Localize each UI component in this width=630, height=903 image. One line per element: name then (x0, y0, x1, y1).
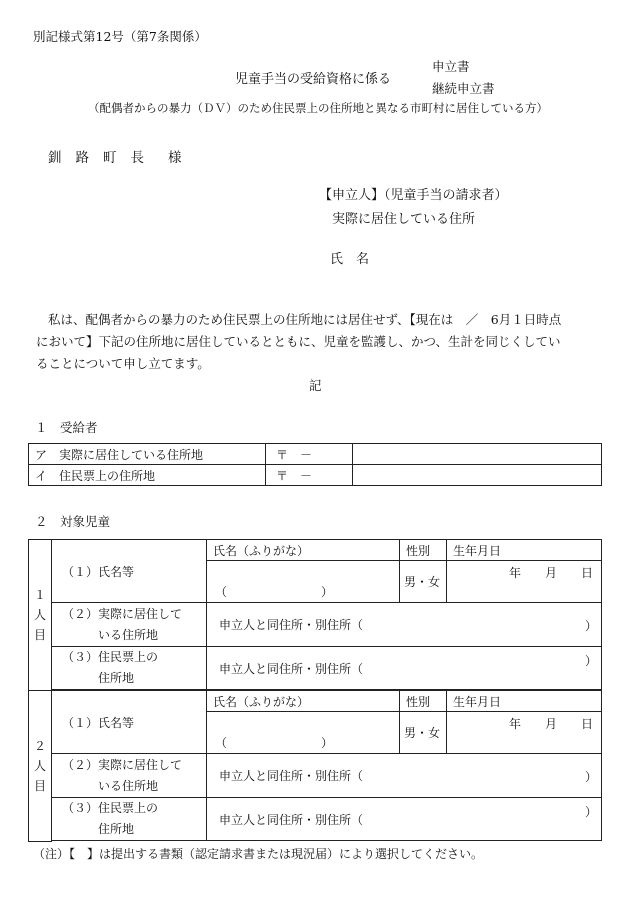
recipient-registered-postal[interactable]: 〒 － (266, 465, 353, 486)
table-row (29, 691, 602, 712)
table-row (29, 841, 602, 842)
recipient-actual-address-field[interactable] (353, 444, 602, 465)
addressee-honorific: 様 (168, 150, 182, 166)
table-row (29, 603, 602, 647)
child2-ordinal: ２ 人 目 (29, 691, 52, 842)
table-row (29, 798, 602, 841)
title-subtitle: （配偶者からの暴力（ＤＶ）のため住民票上の住所地と異なる市町村に居住している方） (88, 101, 548, 115)
table-row (29, 465, 602, 486)
children-table (28, 539, 602, 842)
recipient-actual-address-label: ア 実際に居住している住所地 (29, 444, 266, 465)
child1-name-label: （１）氏名等 (52, 540, 207, 603)
table-row (29, 540, 602, 561)
recipient-table (28, 443, 602, 486)
child2-registered-address-field[interactable]: 申立人と同住所・別住所（ ） (207, 798, 602, 841)
recipient-registered-address-field[interactable] (353, 465, 602, 486)
child1-registered-address-field[interactable]: 申立人と同住所・別住所（ ） (207, 647, 602, 690)
form-id: 別記様式第12号（第7条関係） (33, 29, 207, 44)
child2-gender-header: 性別 (400, 691, 447, 712)
child2-registered-address-label: （３）住民票上の 住所地 (52, 798, 207, 841)
child1-name-field[interactable]: （ ） (207, 561, 400, 603)
child2-actual-address-label: （２）実際に居住して いる住所地 (52, 754, 207, 798)
child2-birth-header: 生年月日 (447, 691, 602, 712)
statement (36, 309, 602, 375)
recipient-actual-postal[interactable]: 〒 － (266, 444, 353, 465)
title-option-application: 申立書 (432, 59, 470, 74)
child1-gender-field[interactable]: 男・女 (400, 561, 447, 603)
recipient-registered-address-label: イ 住民票上の住所地 (29, 465, 266, 486)
table-row (29, 444, 602, 465)
table-row (29, 647, 602, 690)
child2-name-field[interactable]: （ ） (207, 712, 400, 754)
footnote: （注）【 】は提出する書類（認定請求書または現況届）により選択してください。 (33, 847, 484, 861)
child2-actual-address-field[interactable]: 申立人と同住所・別住所（ ） (207, 754, 602, 798)
child2-name-label: （１）氏名等 (52, 691, 207, 754)
applicant-name-label: 氏 名 (330, 252, 370, 267)
statement-line-1: 私は、配偶者からの暴力のため住民票上の住所地には居住せず、【現在は ／ 6月１日時点 (48, 312, 562, 327)
statement-line-2: において】下記の住所地に居住しているとともに、児童を監護し、かつ、生計を同じくしてい (36, 334, 561, 349)
child1-birth-field[interactable]: 年 月 日 (447, 561, 602, 603)
child2-name-header: 氏名（ふりがな） (207, 691, 400, 712)
ki-heading: 記 (309, 378, 322, 393)
child2-gender-field[interactable]: 男・女 (400, 712, 447, 754)
title-main: 児童手当の受給資格に係る (235, 72, 392, 87)
child1-name-header: 氏名（ふりがな） (207, 540, 400, 561)
title-option-continuation: 継続申立書 (432, 81, 495, 96)
section2-title: ２ 対象児童 (35, 514, 111, 529)
section1-title: １ 受給者 (35, 420, 98, 435)
table-row (29, 754, 602, 798)
child1-ordinal: １ 人 目 (29, 540, 52, 691)
child1-registered-address-label: （３）住民票上の 住所地 (52, 647, 207, 690)
applicant-address-label: 実際に居住している住所 (332, 212, 476, 227)
child1-gender-header: 性別 (400, 540, 447, 561)
child1-actual-address-field[interactable]: 申立人と同住所・別住所（ ） (207, 603, 602, 647)
child1-actual-address-label: （２）実際に居住して いる住所地 (52, 603, 207, 647)
child2-birth-field[interactable]: 年 月 日 (447, 712, 602, 754)
child1-birth-header: 生年月日 (447, 540, 602, 561)
addressee: 釧路町長 (48, 150, 158, 166)
statement-line-3: ることについて申し立てます。 (36, 356, 210, 371)
applicant-heading: 【申立人】（児童手当の請求者） (319, 188, 508, 203)
